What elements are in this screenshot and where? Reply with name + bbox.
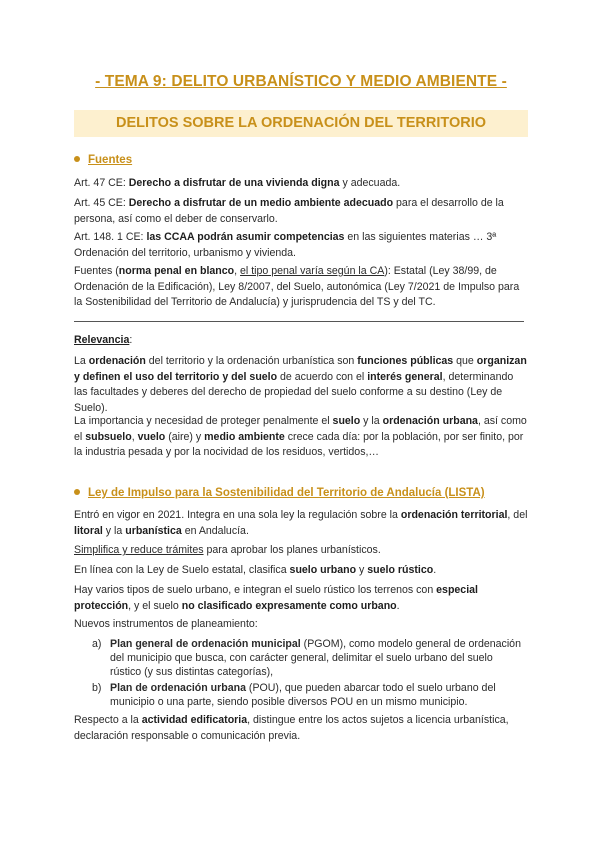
relevancia-p2: La importancia y necesidad de proteger penalmente el suelo y la ordenación urbana, así como el subsuelo, vuelo (aire) y medio ambiente crece cada día: por la población, por ser finito, por la industria pesada y por la nocividad de los residuos, vertidos,… xyxy=(74,415,527,459)
fuentes-art148: Art. 148. 1 CE: las CCAA podrán asumir competencias en las siguientes materias … 3ª Ordenación del territorio, urbanismo y vivienda. xyxy=(74,231,497,259)
lista-p2: Simplifica y reduce trámites para aprobar los planes urbanísticos. xyxy=(74,544,381,556)
fuentes-heading-label: Fuentes xyxy=(88,154,133,166)
list-item-a: a) Plan general de ordenación municipal (PGOM), como modelo general de ordenación del municipio que busca, con carácter general, delimitar el suelo urbano del suelo rústico (y sus distintas categorías), xyxy=(92,638,521,679)
lista-p3: En línea con la Ley de Suelo estatal, clasifica suelo urbano y suelo rústico. xyxy=(74,564,437,576)
lista-p4: Hay varios tipos de suelo urbano, e integran el suelo rústico los terrenos con especial protección, y el suelo no clasificado expresamente como urbano. xyxy=(74,584,478,612)
fuentes-art45: Art. 45 CE: Derecho a disfrutar de un medio ambiente adecuado para el desarrollo de la persona, así como el deber de conservarlo. xyxy=(74,197,504,225)
lista-heading-label: Ley de Impulso para la Sostenibilidad del Territorio de Andalucía (LISTA) xyxy=(88,487,485,499)
fuentes-normas: Fuentes (norma penal en blanco, el tipo penal varía según la CA): Estatal (Ley 38/99, de Ordenación de la Edificación), Ley 8/2007, del Suelo, autonómica (Ley 7/2021 de Impulso para la Sostenibilidad del Territorio de Andalucía) y jurisprudencia del TS y del TC. xyxy=(74,265,520,309)
lista-p6: Respecto a la actividad edificatoria, distingue entre los actos sujetos a licencia urbanística, declaración responsable o comunicación previa. xyxy=(74,714,509,742)
document-title: - TEMA 9: DELITO URBANÍSTICO Y MEDIO AMBIENTE - xyxy=(95,73,507,90)
bullet-icon xyxy=(74,156,80,162)
lista-p1: Entró en vigor en 2021. Integra en una sola ley la regulación sobre la ordenación territorial, del litoral y la urbanística en Andalucía. xyxy=(74,509,528,537)
relevancia-heading: Relevancia: xyxy=(74,334,133,346)
lista-heading xyxy=(74,487,485,499)
section-title: DELITOS SOBRE LA ORDENACIÓN DEL TERRITORIO xyxy=(74,110,528,137)
fuentes-heading xyxy=(74,154,132,166)
list-item-b: b) Plan de ordenación urbana (POU), que pueden abarcar todo el suelo urbano del municipio o una parte, siendo posible diversos POU en un mismo municipio. xyxy=(92,682,496,709)
lista-p5: Nuevos instrumentos de planeamiento: xyxy=(74,618,258,630)
fuentes-art47: Art. 47 CE: Derecho a disfrutar de una vivienda digna y adecuada. xyxy=(74,177,401,189)
relevancia-p1: La ordenación del territorio y la ordenación urbanística son funciones públicas que organizan y definen el uso del territorio y del suelo de acuerdo con el interés general, determinando las facultades y deberes del derecho de propiedad del suelo conforme a su destino (Ley de Suelo). xyxy=(74,355,527,414)
bullet-icon xyxy=(74,489,80,495)
divider xyxy=(74,321,524,322)
